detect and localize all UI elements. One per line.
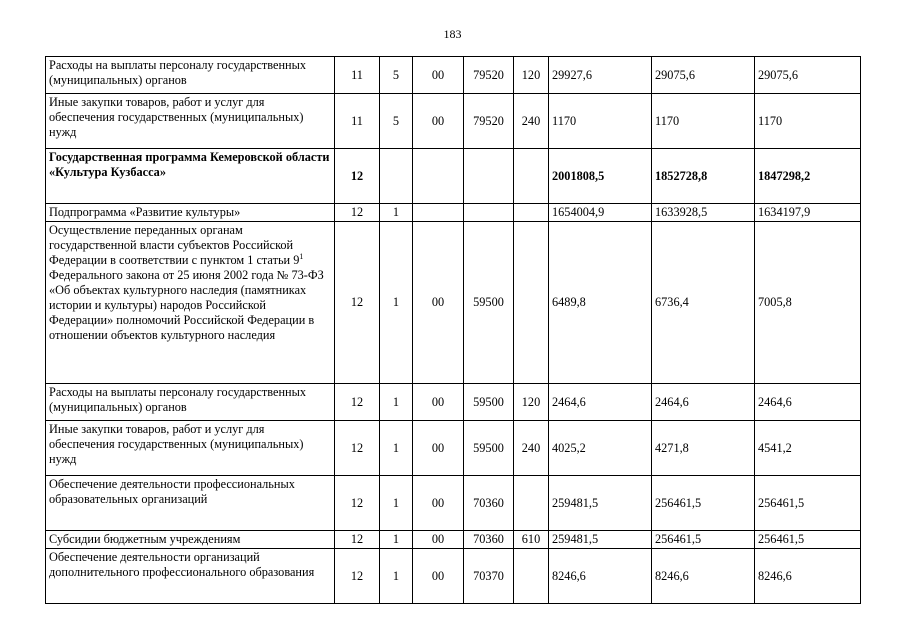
row-name-part: Федерального закона от 25 июня 2002 года № 73-ФЗ «Об объектах культурного наследия (памятниках истории и культуры) народов Российской Федерации» полномочий Российской Федерации в отношении объектов культурного наследия bbox=[49, 268, 324, 342]
cell-c3: 00 bbox=[413, 549, 464, 604]
table-row bbox=[46, 149, 861, 204]
footnote-superscript: 1 bbox=[299, 251, 304, 261]
cell-c1: 12 bbox=[335, 222, 380, 384]
cell-c4: 70360 bbox=[464, 531, 514, 549]
cell-c2: 1 bbox=[380, 204, 413, 222]
cell-c5: 240 bbox=[514, 94, 549, 149]
cell-c3: 00 bbox=[413, 384, 464, 421]
cell-v3: 2464,6 bbox=[755, 384, 861, 421]
cell-c4: 59500 bbox=[464, 421, 514, 476]
cell-v2: 8246,6 bbox=[652, 549, 755, 604]
cell-c1: 12 bbox=[335, 204, 380, 222]
cell-v3: 4541,2 bbox=[755, 421, 861, 476]
cell-c1: 12 bbox=[335, 421, 380, 476]
cell-c4: 70360 bbox=[464, 476, 514, 531]
row-name: Расходы на выплаты персоналу государственных (муниципальных) органов bbox=[46, 384, 335, 421]
cell-c1: 12 bbox=[335, 531, 380, 549]
cell-c3 bbox=[413, 149, 464, 204]
row-name: Подпрограмма «Развитие культуры» bbox=[46, 204, 335, 222]
budget-table bbox=[45, 56, 861, 604]
cell-v1: 29927,6 bbox=[549, 57, 652, 94]
cell-c3: 00 bbox=[413, 531, 464, 549]
cell-c3: 00 bbox=[413, 57, 464, 94]
cell-v1: 4025,2 bbox=[549, 421, 652, 476]
cell-c5: 120 bbox=[514, 384, 549, 421]
cell-c5 bbox=[514, 476, 549, 531]
row-name-part: Осуществление переданных органам государственной власти субъектов Российской Федерации в соответствии с пунктом 1 статьи 9 bbox=[49, 223, 300, 267]
row-name: Расходы на выплаты персоналу государственных (муниципальных) органов bbox=[46, 57, 335, 94]
cell-v2: 2464,6 bbox=[652, 384, 755, 421]
cell-c3: 00 bbox=[413, 222, 464, 384]
cell-c3: 00 bbox=[413, 421, 464, 476]
table-row bbox=[46, 384, 861, 421]
cell-v2: 4271,8 bbox=[652, 421, 755, 476]
table-row bbox=[46, 204, 861, 222]
cell-v1: 8246,6 bbox=[549, 549, 652, 604]
table-row bbox=[46, 476, 861, 531]
cell-c2: 1 bbox=[380, 531, 413, 549]
cell-v2: 29075,6 bbox=[652, 57, 755, 94]
cell-v2: 256461,5 bbox=[652, 531, 755, 549]
cell-v1: 2464,6 bbox=[549, 384, 652, 421]
cell-v1: 259481,5 bbox=[549, 476, 652, 531]
cell-c2: 1 bbox=[380, 384, 413, 421]
cell-c2 bbox=[380, 149, 413, 204]
cell-c4: 70370 bbox=[464, 549, 514, 604]
cell-c1: 12 bbox=[335, 476, 380, 531]
cell-v2: 1852728,8 bbox=[652, 149, 755, 204]
cell-c1: 11 bbox=[335, 57, 380, 94]
cell-v3: 1170 bbox=[755, 94, 861, 149]
cell-v1: 6489,8 bbox=[549, 222, 652, 384]
cell-c2: 1 bbox=[380, 476, 413, 531]
cell-v3: 256461,5 bbox=[755, 476, 861, 531]
row-name: Иные закупки товаров, работ и услуг для обеспечения государственных (муниципальных) нужд bbox=[46, 421, 335, 476]
cell-c2: 5 bbox=[380, 94, 413, 149]
row-name: Обеспечение деятельности организаций дополнительного профессионального образования bbox=[46, 549, 335, 604]
cell-c5 bbox=[514, 204, 549, 222]
cell-c4: 79520 bbox=[464, 57, 514, 94]
cell-c4 bbox=[464, 204, 514, 222]
cell-c5 bbox=[514, 149, 549, 204]
cell-v3: 256461,5 bbox=[755, 531, 861, 549]
row-name: Субсидии бюджетным учреждениям bbox=[46, 531, 335, 549]
cell-v1: 2001808,5 bbox=[549, 149, 652, 204]
cell-c5: 240 bbox=[514, 421, 549, 476]
cell-v3: 29075,6 bbox=[755, 57, 861, 94]
cell-v3: 7005,8 bbox=[755, 222, 861, 384]
cell-c4: 79520 bbox=[464, 94, 514, 149]
cell-c4: 59500 bbox=[464, 222, 514, 384]
cell-c1: 12 bbox=[335, 384, 380, 421]
cell-v1: 1654004,9 bbox=[549, 204, 652, 222]
cell-c1: 11 bbox=[335, 94, 380, 149]
cell-v3: 1847298,2 bbox=[755, 149, 861, 204]
cell-c3: 00 bbox=[413, 476, 464, 531]
cell-c5: 120 bbox=[514, 57, 549, 94]
cell-v2: 256461,5 bbox=[652, 476, 755, 531]
table-row bbox=[46, 57, 861, 94]
cell-v3: 1634197,9 bbox=[755, 204, 861, 222]
cell-v1: 1170 bbox=[549, 94, 652, 149]
cell-c2: 1 bbox=[380, 421, 413, 476]
row-name: Иные закупки товаров, работ и услуг для обеспечения государственных (муниципальных) нужд bbox=[46, 94, 335, 149]
page-number: 183 bbox=[443, 27, 462, 41]
table-row bbox=[46, 222, 861, 384]
row-name: Обеспечение деятельности профессиональных образовательных организаций bbox=[46, 476, 335, 531]
cell-v1: 259481,5 bbox=[549, 531, 652, 549]
cell-c5 bbox=[514, 549, 549, 604]
cell-v2: 1170 bbox=[652, 94, 755, 149]
table-row bbox=[46, 531, 861, 549]
cell-c4 bbox=[464, 149, 514, 204]
cell-c2: 1 bbox=[380, 222, 413, 384]
row-name: Государственная программа Кемеровской области «Культура Кузбасса» bbox=[46, 149, 335, 204]
cell-c1: 12 bbox=[335, 149, 380, 204]
cell-v2: 1633928,5 bbox=[652, 204, 755, 222]
table-row bbox=[46, 94, 861, 149]
cell-c2: 5 bbox=[380, 57, 413, 94]
cell-c2: 1 bbox=[380, 549, 413, 604]
cell-c4: 59500 bbox=[464, 384, 514, 421]
cell-c5: 610 bbox=[514, 531, 549, 549]
cell-v2: 6736,4 bbox=[652, 222, 755, 384]
cell-c1: 12 bbox=[335, 549, 380, 604]
table-row bbox=[46, 549, 861, 604]
cell-c3: 00 bbox=[413, 94, 464, 149]
row-name bbox=[46, 222, 335, 384]
table-row bbox=[46, 421, 861, 476]
cell-v3: 8246,6 bbox=[755, 549, 861, 604]
cell-c3 bbox=[413, 204, 464, 222]
cell-c5 bbox=[514, 222, 549, 384]
